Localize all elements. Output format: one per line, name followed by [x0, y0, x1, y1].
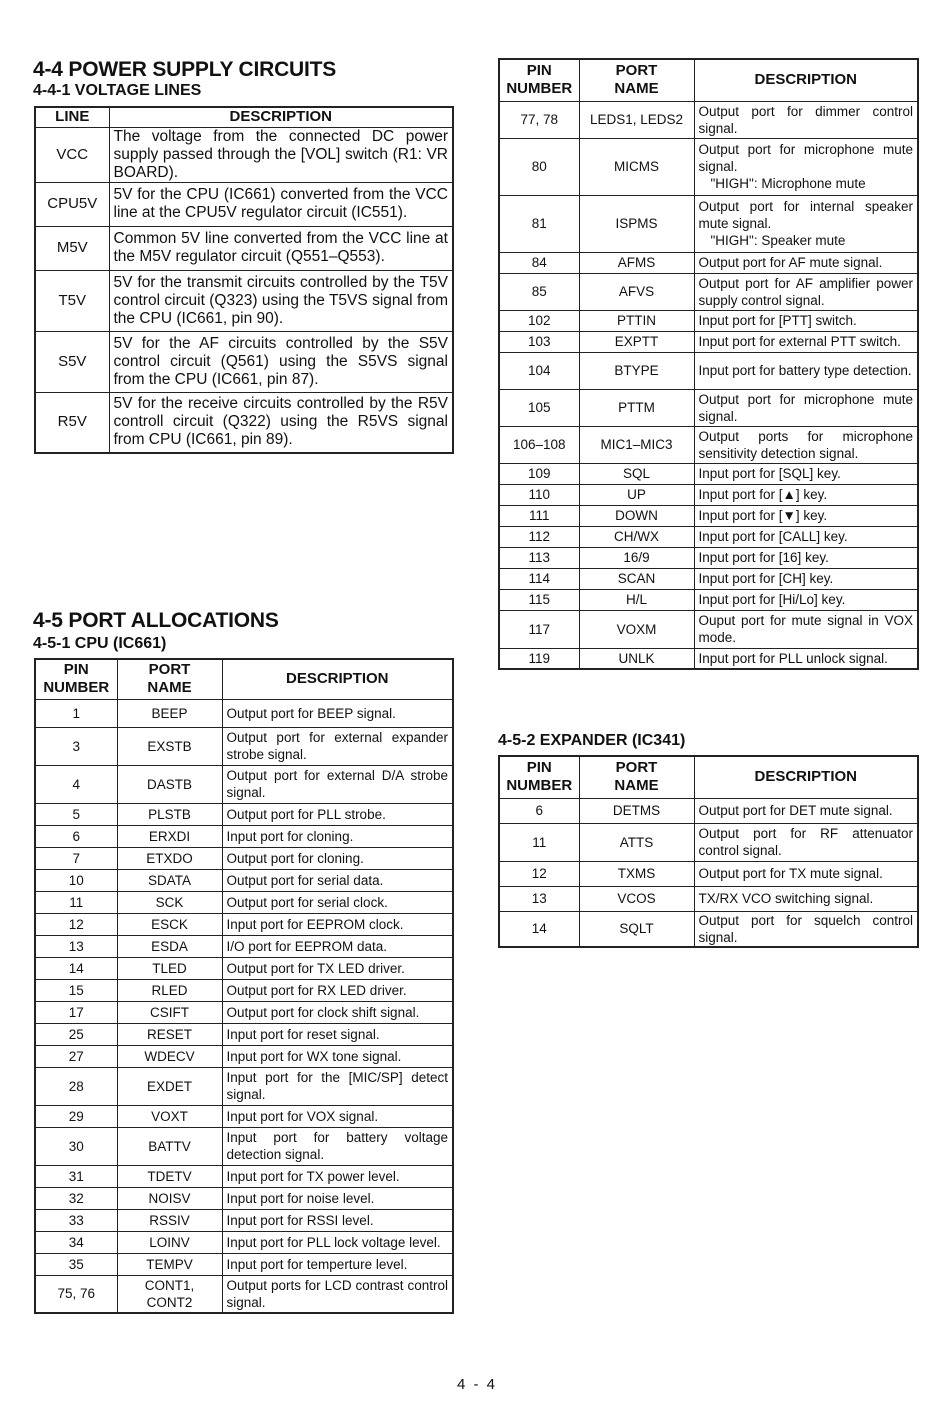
- description-text: Output port for external D/A strobe signal.: [226, 768, 448, 800]
- description-cell: [222, 1165, 453, 1187]
- port-name-cell: BEEP: [117, 699, 222, 727]
- pin-cell: 109: [499, 463, 579, 484]
- description-cell: [694, 426, 918, 463]
- line-cell: S5V: [35, 331, 109, 392]
- pin-cell: 25: [35, 1023, 117, 1045]
- description-cell: [694, 823, 918, 861]
- description-cell: 5V for the receive circuits controlled by the R5V controll circuit (Q322) using the R5VS signal from CPU (IC661, pin 89).: [109, 392, 453, 453]
- port-name-cell: 16/9: [579, 547, 694, 568]
- pin-cell: 13: [35, 935, 117, 957]
- header-description: DESCRIPTION: [222, 659, 453, 699]
- line-cell: R5V: [35, 392, 109, 453]
- description-cell: [694, 911, 918, 947]
- table-header-row: [499, 59, 918, 101]
- line-cell: VCC: [35, 127, 109, 182]
- table-row: [35, 765, 453, 803]
- line-cell: CPU5V: [35, 182, 109, 226]
- port-name-cell: MICMS: [579, 138, 694, 195]
- table-row: [499, 352, 918, 389]
- table-row: [35, 847, 453, 869]
- page-number: 4 - 4: [457, 1376, 498, 1393]
- table-row: [35, 1001, 453, 1023]
- table-row: [35, 1165, 453, 1187]
- description-cell: [694, 610, 918, 648]
- expander-ports-table: [498, 755, 919, 948]
- pin-cell: 6: [499, 798, 579, 823]
- description-text: Output port for serial data.: [226, 872, 384, 888]
- line-cell: T5V: [35, 270, 109, 331]
- description-cell: [222, 1209, 453, 1231]
- description-text: Input port for temperture level.: [226, 1256, 408, 1272]
- description-cell: [694, 389, 918, 426]
- description-cell: [694, 568, 918, 589]
- table-row: [35, 1023, 453, 1045]
- header-pin-number: PIN NUMBER: [35, 659, 117, 699]
- description-cell: Common 5V line converted from the VCC line at the M5V regulator circuit (Q551–Q553).: [109, 226, 453, 270]
- pin-cell: 84: [499, 252, 579, 273]
- port-name-cell: EXPTT: [579, 331, 694, 352]
- table-row: [499, 648, 918, 669]
- description-cell: [694, 138, 918, 195]
- port-name-cell: VCOS: [579, 886, 694, 911]
- port-name-cell: PLSTB: [117, 803, 222, 825]
- header-description: DESCRIPTION: [694, 756, 918, 798]
- table-row: [499, 568, 918, 589]
- port-name-cell: LEDS1, LEDS2: [579, 101, 694, 138]
- port-name-cell: DETMS: [579, 798, 694, 823]
- pin-cell: 14: [499, 911, 579, 947]
- pin-cell: 7: [35, 847, 117, 869]
- port-name-cell: WDECV: [117, 1045, 222, 1067]
- port-name-cell: TEMPV: [117, 1253, 222, 1275]
- description-text: Output port for external expander strobe signal.: [226, 730, 448, 762]
- pin-cell: 1: [35, 699, 117, 727]
- description-text: Output port for AF mute signal.: [698, 255, 883, 270]
- pin-cell: 80: [499, 138, 579, 195]
- table-row: [35, 957, 453, 979]
- table-row: [499, 389, 918, 426]
- pin-cell: 104: [499, 352, 579, 389]
- description-text: Input port for [SQL] key.: [698, 466, 841, 481]
- table-row: [499, 138, 918, 195]
- port-name-cell: DOWN: [579, 505, 694, 526]
- description-cell: [222, 1127, 453, 1165]
- description-cell: [694, 273, 918, 310]
- pin-cell: 11: [499, 823, 579, 861]
- port-name-cell: AFVS: [579, 273, 694, 310]
- description-cell: The voltage from the connected DC power supply passed through the [VOL] switch (R1: VR BOARD).: [109, 127, 453, 182]
- port-name-cell: RLED: [117, 979, 222, 1001]
- description-text: Input port for [CH] key.: [698, 571, 834, 586]
- table-row: [35, 392, 453, 453]
- port-name-cell: UNLK: [579, 648, 694, 669]
- section-title-power-supply: 4-4 POWER SUPPLY CIRCUITS: [33, 58, 337, 81]
- port-name-cell: ESCK: [117, 913, 222, 935]
- table-row: [35, 127, 453, 182]
- port-name-cell: AFMS: [579, 252, 694, 273]
- pin-cell: 33: [35, 1209, 117, 1231]
- header-port-name: PORT NAME: [117, 659, 222, 699]
- description-cell: [694, 352, 918, 389]
- port-name-cell: TDETV: [117, 1165, 222, 1187]
- header-port-name: PORT NAME: [579, 59, 694, 101]
- description-cell: [222, 1001, 453, 1023]
- voltage-lines-table: [34, 106, 454, 454]
- pin-cell: 15: [35, 979, 117, 1001]
- pin-cell: 106–108: [499, 426, 579, 463]
- pin-cell: 32: [35, 1187, 117, 1209]
- description-text: Input port for TX power level.: [226, 1168, 400, 1184]
- table-row: [35, 891, 453, 913]
- description-text: Input port for PLL unlock signal.: [698, 650, 888, 666]
- table-row: [499, 463, 918, 484]
- port-name-cell: NOISV: [117, 1187, 222, 1209]
- table-row: [35, 935, 453, 957]
- pin-cell: 119: [499, 648, 579, 669]
- port-name-cell: PTTIN: [579, 310, 694, 331]
- line-cell: M5V: [35, 226, 109, 270]
- description-cell: [694, 195, 918, 252]
- description-cell: [694, 310, 918, 331]
- port-name-cell: DASTB: [117, 765, 222, 803]
- description-cell: [222, 1105, 453, 1127]
- description-cell: [694, 101, 918, 138]
- description-cell: [694, 252, 918, 273]
- port-name-cell: SCAN: [579, 568, 694, 589]
- table-row: [35, 270, 453, 331]
- table-row: [499, 589, 918, 610]
- pin-cell: 27: [35, 1045, 117, 1067]
- description-text: I/O port for EEPROM data.: [226, 938, 388, 954]
- description-text: Output port for BEEP signal.: [226, 705, 396, 721]
- description-text: Input port for external PTT switch.: [698, 334, 901, 349]
- table-row: [499, 331, 918, 352]
- subsection-title-cpu: 4-5-1 CPU (IC661): [33, 635, 167, 652]
- description-cell: [222, 1023, 453, 1045]
- description-text: Output port for microphone mute signal.: [698, 391, 913, 424]
- description-cell: [694, 589, 918, 610]
- port-name-cell: PTTM: [579, 389, 694, 426]
- table-row: [499, 823, 918, 861]
- table-row: [35, 1253, 453, 1275]
- port-name-cell: UP: [579, 484, 694, 505]
- port-name-cell: LOINV: [117, 1231, 222, 1253]
- pin-cell: 10: [35, 869, 117, 891]
- description-cell: 5V for the AF circuits controlled by the S5V control circuit (Q561) using the S5VS signal from the CPU (IC661, pin 87).: [109, 331, 453, 392]
- description-cell: 5V for the transmit circuits controlled by the T5V control circuit (Q323) using the T5VS signal from the CPU (IC661, pin 90).: [109, 270, 453, 331]
- port-name-cell: CH/WX: [579, 526, 694, 547]
- description-text: Output port for serial clock.: [226, 894, 388, 910]
- description-text: TX/RX VCO switching signal.: [698, 891, 874, 906]
- port-name-cell: BATTV: [117, 1127, 222, 1165]
- description-cell: 5V for the CPU (IC661) converted from the VCC line at the CPU5V regulator circuit (IC551).: [109, 182, 453, 226]
- description-text: Output port for squelch control signal.: [698, 912, 913, 945]
- table-row: [499, 426, 918, 463]
- pin-cell: 102: [499, 310, 579, 331]
- pin-cell: 112: [499, 526, 579, 547]
- pin-cell: 30: [35, 1127, 117, 1165]
- description-cell: [222, 765, 453, 803]
- port-name-cell: ISPMS: [579, 195, 694, 252]
- description-text: Input port for [PTT] switch.: [698, 313, 857, 328]
- description-text: Input port for [16] key.: [698, 550, 829, 565]
- table-row: [35, 699, 453, 727]
- description-text: Input port for reset signal.: [226, 1026, 380, 1042]
- description-cell: [694, 547, 918, 568]
- table-row: [499, 273, 918, 310]
- table-row: [499, 886, 918, 911]
- description-text: Input port for battery type detection.: [698, 363, 912, 378]
- table-header-row: [35, 659, 453, 699]
- pin-cell: 81: [499, 195, 579, 252]
- pin-cell: 3: [35, 727, 117, 765]
- table-row: [499, 101, 918, 138]
- description-cell: [222, 1187, 453, 1209]
- pin-cell: 34: [35, 1231, 117, 1253]
- description-text: Input port for noise level.: [226, 1190, 375, 1206]
- description-text: Output port for DET mute signal.: [698, 803, 893, 818]
- pin-cell: 75, 76: [35, 1275, 117, 1313]
- header-pin-number: PIN NUMBER: [499, 59, 579, 101]
- description-text: Output port for internal speaker mute signal.: [698, 199, 913, 231]
- pin-cell: 5: [35, 803, 117, 825]
- pin-cell: 113: [499, 547, 579, 568]
- description-text: Output port for clock shift signal.: [226, 1004, 420, 1020]
- table-row: [35, 913, 453, 935]
- description-text: Output port for RF attenuator control signal.: [698, 826, 913, 858]
- header-port-name: PORT NAME: [579, 756, 694, 798]
- subsection-title-expander: 4-5-2 EXPANDER (IC341): [498, 732, 686, 749]
- pin-cell: 6: [35, 825, 117, 847]
- description-cell: [694, 331, 918, 352]
- pin-cell: 115: [499, 589, 579, 610]
- table-header-row: [499, 756, 918, 798]
- port-name-cell: CSIFT: [117, 1001, 222, 1023]
- description-cell: [222, 913, 453, 935]
- table-row: [35, 1045, 453, 1067]
- port-name-cell: H/L: [579, 589, 694, 610]
- port-name-cell: BTYPE: [579, 352, 694, 389]
- description-text: Input port for VOX signal.: [226, 1108, 379, 1124]
- section-title-port-allocations: 4-5 PORT ALLOCATIONS: [33, 609, 279, 632]
- table-row: [499, 526, 918, 547]
- pin-cell: 4: [35, 765, 117, 803]
- table-row: [35, 1127, 453, 1165]
- port-name-cell: ERXDI: [117, 825, 222, 847]
- port-name-cell: EXSTB: [117, 727, 222, 765]
- description-cell: [694, 886, 918, 911]
- description-cell: [694, 505, 918, 526]
- pin-cell: 12: [499, 861, 579, 886]
- description-text: Ouput port for mute signal in VOX mode.: [698, 613, 913, 645]
- table-row: [35, 869, 453, 891]
- port-name-cell: SQLT: [579, 911, 694, 947]
- description-text: Output port for dimmer control signal.: [698, 103, 913, 136]
- table-row: [499, 505, 918, 526]
- description-cell: [222, 825, 453, 847]
- port-name-cell: RESET: [117, 1023, 222, 1045]
- port-name-cell: EXDET: [117, 1067, 222, 1105]
- pin-cell: 77, 78: [499, 101, 579, 138]
- description-cell: [222, 699, 453, 727]
- description-cell: [694, 648, 918, 669]
- table-row: [35, 825, 453, 847]
- port-name-cell: ATTS: [579, 823, 694, 861]
- description-text: Input port for [▼] key.: [698, 508, 828, 523]
- pin-cell: 29: [35, 1105, 117, 1127]
- description-text: Output port for microphone mute signal.: [698, 142, 913, 174]
- description-text: Input port for cloning.: [226, 828, 354, 844]
- port-name-cell: VOXM: [579, 610, 694, 648]
- description-text: Input port for [CALL] key.: [698, 529, 848, 544]
- pin-cell: 11: [35, 891, 117, 913]
- description-text: Input port for PLL lock voltage level.: [226, 1234, 441, 1250]
- table-header-row: [35, 107, 453, 127]
- description-cell: [222, 1231, 453, 1253]
- description-text: Output port for TX mute signal.: [698, 866, 883, 881]
- port-name-cell: CONT1, CONT2: [117, 1275, 222, 1313]
- description-cell: [222, 957, 453, 979]
- description-text: Output port for PLL strobe.: [226, 806, 386, 822]
- table-row: [499, 911, 918, 947]
- description-text: Input port for battery voltage detection signal.: [226, 1130, 448, 1162]
- port-name-cell: MIC1–MIC3: [579, 426, 694, 463]
- pin-cell: 12: [35, 913, 117, 935]
- table-row: [35, 803, 453, 825]
- port-name-cell: VOXT: [117, 1105, 222, 1127]
- cpu-ports-table-right: [498, 58, 919, 670]
- subsection-title-voltage-lines: 4-4-1 VOLTAGE LINES: [33, 82, 202, 99]
- table-row: [35, 727, 453, 765]
- table-row: [35, 1231, 453, 1253]
- pin-cell: 85: [499, 273, 579, 310]
- port-name-cell: SDATA: [117, 869, 222, 891]
- header-description: DESCRIPTION: [109, 107, 453, 127]
- description-cell: [694, 484, 918, 505]
- table-row: [499, 252, 918, 273]
- description-text: Output port for TX LED driver.: [226, 960, 405, 976]
- description-text: Output ports for LCD contrast control signal.: [226, 1277, 448, 1310]
- description-cell: [694, 526, 918, 547]
- table-row: [499, 484, 918, 505]
- description-text: Output port for RX LED driver.: [226, 982, 407, 998]
- header-description: DESCRIPTION: [694, 59, 918, 101]
- description-note: "HIGH": Speaker mute: [710, 233, 846, 248]
- description-cell: [222, 979, 453, 1001]
- table-row: [499, 195, 918, 252]
- table-row: [35, 979, 453, 1001]
- port-name-cell: SQL: [579, 463, 694, 484]
- description-cell: [694, 861, 918, 886]
- pin-cell: 14: [35, 957, 117, 979]
- description-cell: [694, 798, 918, 823]
- table-row: [499, 610, 918, 648]
- description-text: Input port for WX tone signal.: [226, 1048, 402, 1064]
- header-pin-number: PIN NUMBER: [499, 756, 579, 798]
- description-cell: [222, 1045, 453, 1067]
- description-cell: [222, 803, 453, 825]
- pin-cell: 28: [35, 1067, 117, 1105]
- port-name-cell: ETXDO: [117, 847, 222, 869]
- description-text: Output port for cloning.: [226, 850, 364, 866]
- table-row: [499, 310, 918, 331]
- pin-cell: 103: [499, 331, 579, 352]
- header-line: LINE: [35, 107, 109, 127]
- port-name-cell: RSSIV: [117, 1209, 222, 1231]
- table-row: [35, 226, 453, 270]
- table-row: [35, 1105, 453, 1127]
- pin-cell: 31: [35, 1165, 117, 1187]
- description-text: Input port for [▲] key.: [698, 487, 828, 502]
- description-cell: [222, 891, 453, 913]
- description-cell: [222, 1275, 453, 1313]
- description-cell: [222, 869, 453, 891]
- table-row: [499, 798, 918, 823]
- pin-cell: 117: [499, 610, 579, 648]
- description-text: Output port for AF amplifier power supply control signal.: [698, 275, 913, 308]
- table-row: [499, 861, 918, 886]
- description-cell: [222, 1067, 453, 1105]
- description-text: Input port for EEPROM clock.: [226, 916, 404, 932]
- description-note: "HIGH": Microphone mute: [710, 176, 866, 191]
- pin-cell: 111: [499, 505, 579, 526]
- table-row: [35, 1275, 453, 1313]
- port-name-cell: SCK: [117, 891, 222, 913]
- description-text: Output ports for microphone sensitivity detection signal.: [698, 428, 913, 461]
- port-name-cell: TXMS: [579, 861, 694, 886]
- description-text: Input port for RSSI level.: [226, 1212, 374, 1228]
- description-cell: [222, 847, 453, 869]
- description-cell: [222, 727, 453, 765]
- description-cell: [222, 935, 453, 957]
- pin-cell: 110: [499, 484, 579, 505]
- pin-cell: 17: [35, 1001, 117, 1023]
- description-text: Input port for the [MIC/SP] detect signal.: [226, 1070, 448, 1102]
- description-text: Input port for [Hi/Lo] key.: [698, 592, 846, 607]
- table-row: [499, 547, 918, 568]
- table-row: [35, 182, 453, 226]
- pin-cell: 13: [499, 886, 579, 911]
- pin-cell: 35: [35, 1253, 117, 1275]
- pin-cell: 105: [499, 389, 579, 426]
- port-name-cell: ESDA: [117, 935, 222, 957]
- table-row: [35, 1209, 453, 1231]
- table-row: [35, 1067, 453, 1105]
- description-cell: [222, 1253, 453, 1275]
- table-row: [35, 1187, 453, 1209]
- pin-cell: 114: [499, 568, 579, 589]
- table-row: [35, 331, 453, 392]
- cpu-ports-table-left: [34, 658, 454, 1314]
- port-name-cell: TLED: [117, 957, 222, 979]
- description-cell: [694, 463, 918, 484]
